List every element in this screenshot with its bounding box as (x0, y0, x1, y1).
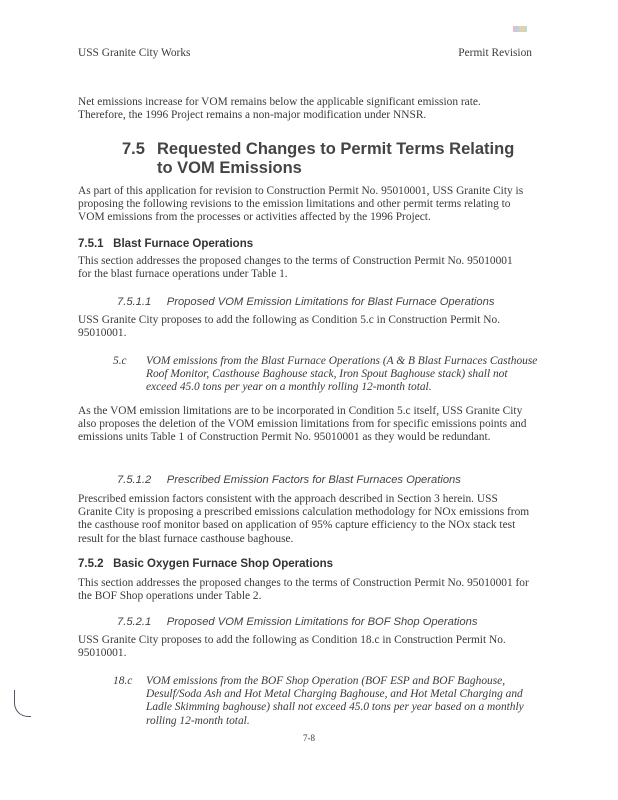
condition-label: 18.c (113, 675, 133, 687)
heading-number: 7.5.2 (78, 558, 104, 570)
subsection-7-5-2-body: This section addresses the proposed changes to the terms of Construction Permit No. 95010001 for the BOF Shop operations under Table 2. (78, 577, 529, 603)
page-number: 7-8 (303, 733, 315, 743)
heading-number: 7.5.1.2 (117, 474, 152, 486)
page-curl-mark (14, 690, 31, 717)
heading-title: Prescribed Emission Factors for Blast Furnaces Operations (166, 474, 461, 486)
section-number: 7.5 (122, 140, 145, 158)
condition-label: 5.c (113, 355, 127, 367)
subsection-7-5-1-body: This section addresses the proposed changes to the terms of Construction Permit No. 95010001 for the blast furnace operations under Table 1. (78, 255, 513, 281)
section-body: As part of this application for revision to Construction Permit No. 95010001, USS Granite City is proposing the following revisions to the emission limitations and other permit terms relating to VOM emissions from the processes or activities affected by the 1996 Project. (78, 185, 524, 224)
subsection-7-5-1-1-body: USS Granite City proposes to add the following as Condition 5.c in Construction Permit No. 95010001. (78, 314, 501, 340)
stamp-mark (513, 26, 527, 32)
heading-number: 7.5.1.1 (117, 296, 152, 308)
heading-title: Basic Oxygen Furnace Shop Operations (113, 558, 334, 570)
intro-paragraph: Net emissions increase for VOM remains below the applicable significant emission rate. Therefore, the 1996 Project remains a non-major modification under NNSR. (78, 96, 481, 122)
subsection-7-5-2-heading (78, 558, 333, 570)
header-right: Permit Revision (458, 47, 532, 59)
section-title: Requested Changes to Permit Terms Relating to VOM Emissions (157, 140, 515, 177)
condition-text: VOM emissions from the Blast Furnace Operations (A & B Blast Furnaces Casthouse Roof Monitor, Casthouse Baghouse stack, Iron Spout Baghouse stack) shall not exceed 45.0 tons per year on a monthly rolling 12-month total. (146, 355, 538, 394)
header-left: USS Granite City Works (78, 47, 191, 59)
heading-number: 7.5.2.1 (117, 616, 152, 628)
subsection-7-5-2-1-body: USS Granite City proposes to add the following as Condition 18.c in Construction Permit No. 95010001. (78, 634, 506, 660)
subsection-7-5-1-heading (78, 238, 253, 250)
condition-text: VOM emissions from the BOF Shop Operation (BOF ESP and BOF Baghouse, Desulf/Soda Ash and Hot Metal Charging Baghouse, and Hot Metal Charging and Ladle Skimming baghouse) shall not exceed 45.0 tons per year based on a monthly rolling 12-month total. (146, 675, 524, 727)
section-heading (122, 140, 522, 178)
heading-title: Proposed VOM Emission Limitations for BOF Shop Operations (166, 616, 478, 628)
subsection-7-5-1-2-body: Prescribed emission factors consistent with the approach described in Section 3 herein. USS Granite City is proposing a prescribed emissions calculation methodology for NOx emissions from the casthouse roof monitor based on application of 95% capture efficiency to the NOx stack test result for the blast furnace casthouse baghouse. (78, 493, 530, 545)
heading-title: Proposed VOM Emission Limitations for Blast Furnace Operations (166, 296, 495, 308)
subsection-7-5-1-1-after: As the VOM emission limitations are to be incorporated in Condition 5.c itself, USS Granite City also proposes the deletion of the VOM emission limitations from for specific emissions points and emissions units Table 1 of Construction Permit No. 95010001 as they would be redundant. (78, 405, 527, 444)
heading-title: Blast Furnace Operations (113, 238, 254, 250)
subsection-7-5-1-2-heading (117, 474, 461, 486)
subsection-7-5-1-1-heading (117, 296, 494, 308)
heading-number: 7.5.1 (78, 238, 104, 250)
subsection-7-5-2-1-heading (117, 616, 477, 628)
